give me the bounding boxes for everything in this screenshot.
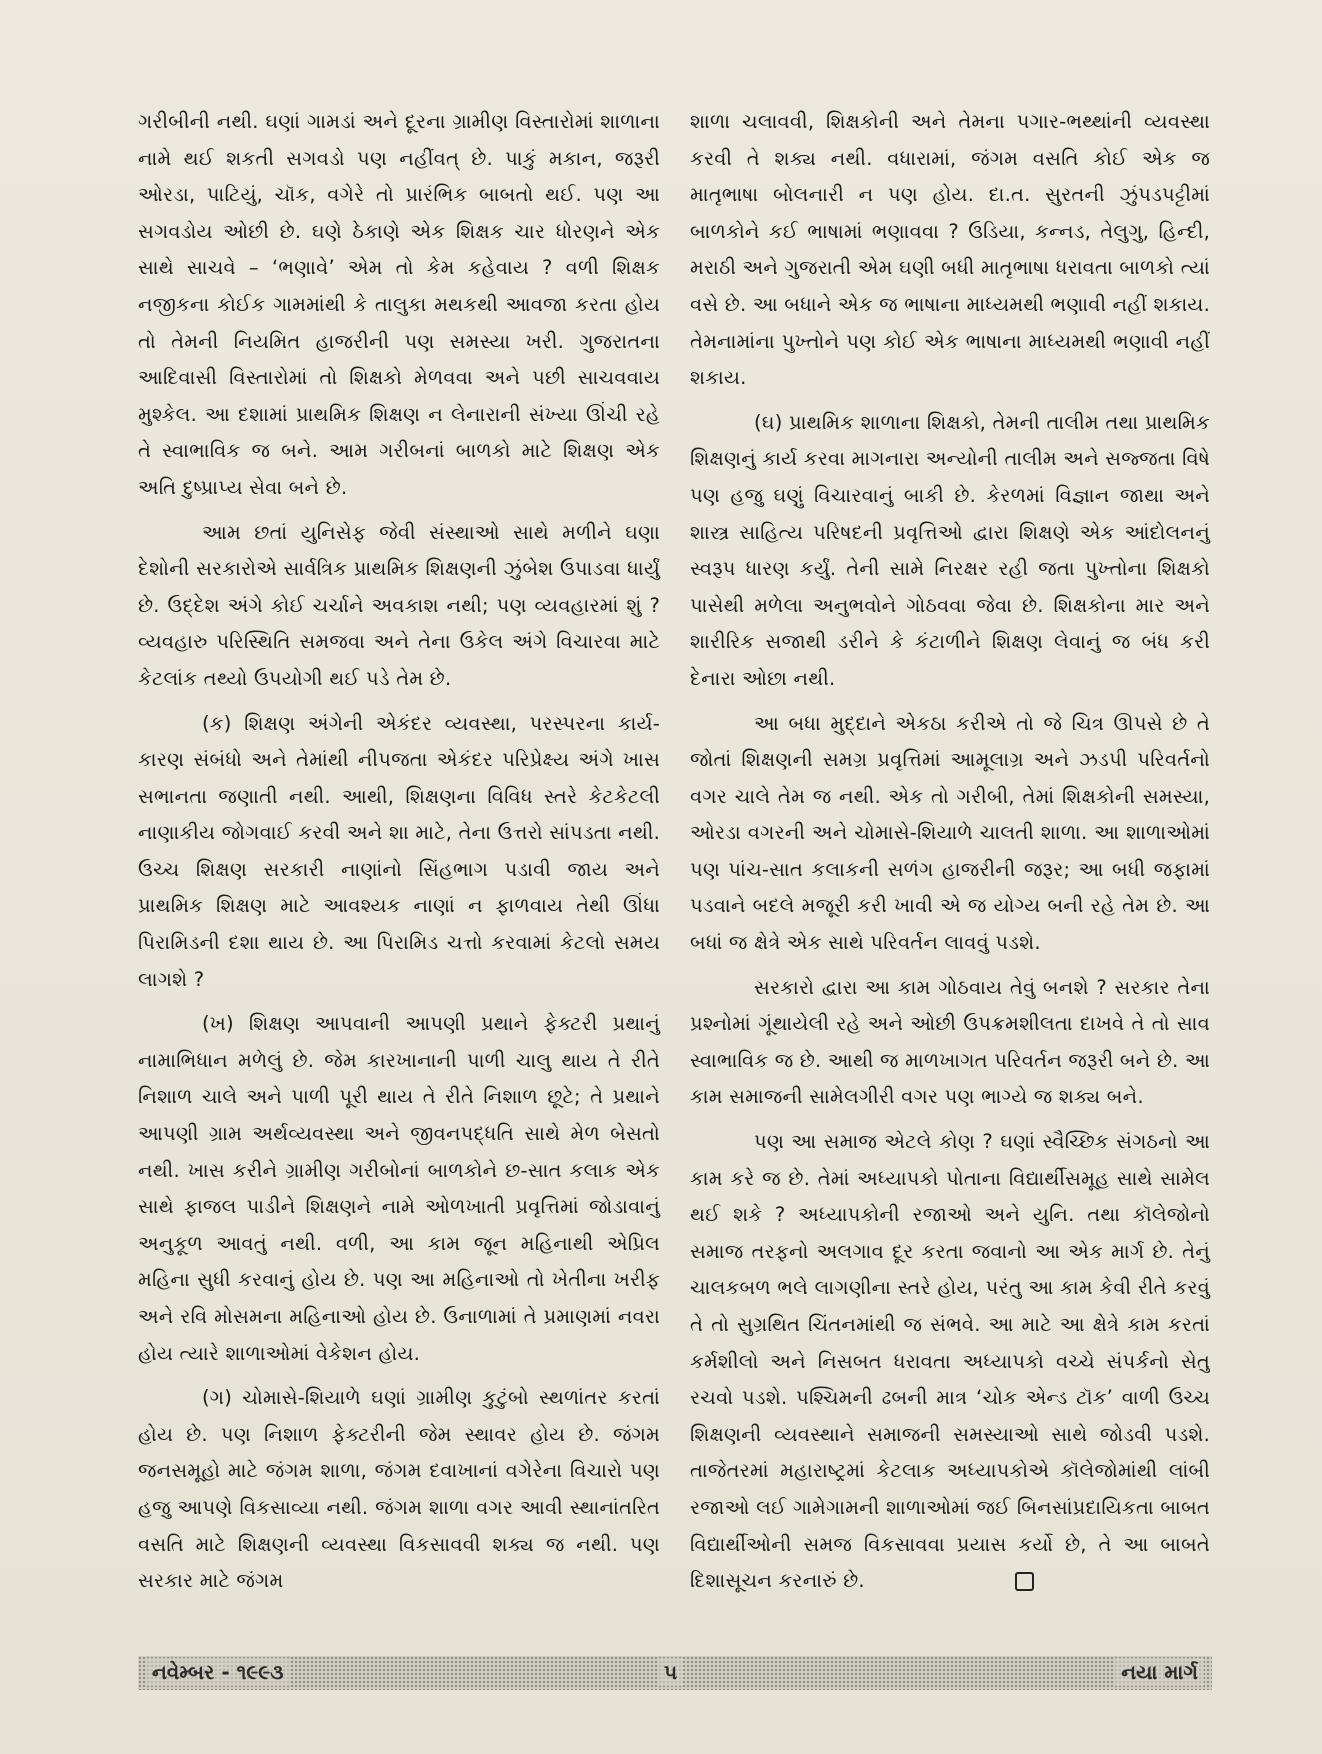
page-number: ૫ bbox=[658, 1658, 683, 1686]
paragraph: (ખ) શિક્ષણ આપવાની આપણી પ્રથાને ફેક્ટરી પ્રથાનું નામાભિધાન મળેલું છે. જેમ કારખાનાની પાળી ચાલુ થાય તે રીતે નિશાળ ચાલે અને પાળી પૂરી થાય તે રીતે નિશાળ છૂટે; તે પ્રથાને આપણી ગ્રામ અર્થવ્યવસ્થા અને જીવનપદ્ધતિ સાથે મેળ બેસતો નથી. ખાસ કરીને ગ્રામીણ ગરીબોનાં બાળકોને છ-સાત કલાક એક સાથે ફાજલ પાડીને શિક્ષણને નામે ઓળખાતી પ્રવૃત્તિમાં જોડાવાનું અનુકૂળ આવતું નથી. વળી, આ કામ જૂન મહિનાથી એપ્રિલ મહિના સુધી કરવાનું હોય છે. પણ આ મહિનાઓ તો ખેતીના ખરીફ અને રવિ મોસમના મહિનાઓ હોય છે. ઉનાળામાં તે પ્રમાણમાં નવરા હોય ત્યારે શાળાઓમાં વેકેશન હોય. bbox=[138, 1012, 660, 1365]
paragraph: આ બધા મુદ્દાને એકઠા કરીએ તો જે ચિત્ર ઊપસે છે તે જોતાં શિક્ષણની સમગ્ર પ્રવૃત્તિમાં આમૂલાગ્ર અને ઝડપી પરિવર્તનો વગર ચાલે તેમ જ નથી. એક તો ગરીબી, તેમાં શિક્ષકોની સમસ્યા, ઓરડા વગરની અને ચોમાસે-શિયાળે ચાલતી શાળા. આ શાળાઓમાં પણ પાંચ-સાત કલાકની સળંગ હાજરીની જરૂર; આ બધી જફામાં પડવાને બદલે મજૂરી કરી ખાવી એ જ યોગ્ય બની રહે તેમ છે. આ બધાં જ ક્ષેત્રે એક સાથે પરિવર્તન લાવવું પડશે. bbox=[690, 711, 1210, 955]
paragraph: (ઘ) પ્રાથમિક શાળાના શિક્ષકો, તેમની તાલીમ તથા પ્રાથમિક શિક્ષણનું કાર્ય કરવા માગનારા અન્યોની તાલીમ અને સજ્જતા વિષે પણ હજુ ઘણું વિચારવાનું બાકી છે. કેરળમાં વિજ્ઞાન જાથા અને શાસ્ત્ર સાહિત્ય પરિષદની પ્રવૃત્તિઓ દ્વારા શિક્ષણે એક આંદોલનનું સ્વરૂપ ધારણ કર્યું. તેની સામે નિરક્ષર રહી જતા પુખ્તોના શિક્ષકો પાસેથી મળેલા અનુભવોને ગોઠવવા જેવા છે. શિક્ષકોના માર અને શારીરિક સજાથી ડરીને કે કંટાળીને શિક્ષણ લેવાનું જ બંધ કરી દેનારા ઓછા નથી. bbox=[690, 410, 1210, 690]
paragraph: ગરીબીની નથી. ઘણાં ગામડાં અને દૂરના ગ્રામીણ વિસ્તારોમાં શાળાના નામે થઈ શકતી સગવડો પણ નહીંવત્ છે. પાકું મકાન, જરૂરી ઓરડા, પાટિયું, ચૉક, વગેરે તો પ્રારંભિક બાબતો થઈ. પણ આ સગવડોય ઓછી છે. ઘણે ઠેકાણે એક શિક્ષક ચાર ધોરણને એક સાથે સાચવે – ‘ભણાવે’ એમ તો કેમ કહેવાય ? વળી શિક્ષક નજીકના કોઈક ગામમાંથી કે તાલુકા મથકથી આવજા કરતા હોય તો તેમની નિયમિત હાજરીની પણ સમસ્યા ખરી. ગુજરાતના આદિવાસી વિસ્તારોમાં તો શિક્ષકો મેળવવા અને પછી સાચવવાય મુશ્કેલ. આ દશામાં પ્રાથમિક શિક્ષણ ન લેનારાની સંખ્યા ઊંચી રહે તે સ્વાભાવિક જ બને. આમ ગરીબનાં બાળકો માટે શિક્ષણ એક અતિ દુષ્પ્રાપ્ય સેવા બને છે. bbox=[138, 110, 660, 499]
paragraph: શાળા ચલાવવી, શિક્ષકોની અને તેમના પગાર-ભથ્થાંની વ્યવસ્થા કરવી તે શક્ય નથી. વધારામાં, જંગમ વસતિ કોઈ એક જ માતૃભાષા બોલનારી ન પણ હોય. દા.ત. સુરતની ઝુંપડપટ્ટીમાં બાળકોને કઈ ભાષામાં ભણાવવા ? ઉડિયા, કન્નડ, તેલુગુ, હિન્દી, મરાઠી અને ગુજરાતી એમ ઘણી બધી માતૃભાષા ધરાવતા બાળકો ત્યાં વસે છે. આ બધાને એક જ ભાષાના માધ્યમથી ભણાવી નહીં શકાય. તેમનામાંના પુખ્તોને પણ કોઈ એક ભાષાના માધ્યમથી ભણાવી નહીં શકાય. bbox=[690, 110, 1210, 390]
paragraph-last bbox=[690, 1124, 1210, 1600]
page-footer bbox=[138, 1656, 1212, 1690]
paragraph: (ક) શિક્ષણ અંગેની એકંદર વ્યવસ્થા, પરસ્પરના કાર્ય-કારણ સંબંધો અને તેમાંથી નીપજતા એકંદર પરિપ્રેક્ષ્ય અંગે ખાસ સભાનતા જણાતી નથી. આથી, શિક્ષણના વિવિધ સ્તરે કેટકેટલી નાણાકીય જોગવાઈ કરવી અને શા માટે, તેના ઉત્તરો સાંપડતા નથી. ઉચ્ચ શિક્ષણ સરકારી નાણાંનો સિંહભાગ પડાવી જાય અને પ્રાથમિક શિક્ષણ માટે આવશ્યક નાણાં ન ફાળવાય તેથી ઊંધા પિરામિડની દશા થાય છે. આ પિરામિડ ચત્તો કરવામાં કેટલો સમય લાગશે ? bbox=[138, 711, 660, 991]
paragraph: આમ છતાં યુનિસેફ જેવી સંસ્થાઓ સાથે મળીને ઘણા દેશોની સરકારોએ સાર્વત્રિક પ્રાથમિક શિક્ષણની ઝુંબેશ ઉપાડવા ધાર્યું છે. ઉદ્દેશ અંગે કોઈ ચર્ચાને અવકાશ નથી; પણ વ્યવહારમાં શું ? વ્યવહારુ પરિસ્થિતિ સમજવા અને તેના ઉકેલ અંગે વિચારવા માટે કેટલાંક તથ્યો ઉપયોગી થઈ પડે તેમ છે. bbox=[138, 520, 660, 690]
paragraph-text: પણ આ સમાજ એટલે કોણ ? ઘણાં સ્વૈચ્છિક સંગઠનો આ કામ કરે જ છે. તેમાં અધ્યાપકો પોતાના વિદ્યાર્થીસમૂહ સાથે સામેલ થઈ શકે ? અધ્યાપકોની રજાઓ અને યુનિ. તથા કૉલેજોનો સમાજ તરફનો અલગાવ દૂર કરતા જવાનો આ એક માર્ગ છે. તેનું ચાલકબળ ભલે લાગણીના સ્તરે હોય, પરંતુ આ કામ કેવી રીતે કરવું તે તો સુગ્રથિત ચિંતનમાંથી જ સંભવે. આ માટે આ ક્ષેત્રે કામ કરતાં કર્મશીલો અને નિસબત ધરાવતા અધ્યાપકો વચ્ચે સંપર્કનો સેતુ રચવો પડશે. પશ્ચિમની ઢબની માત્ર ‘ચોક એન્ડ ટૉક’ વાળી ઉચ્ચ શિક્ષણની વ્યવસ્થાને સમાજની સમસ્યાઓ સાથે જોડવી પડશે. તાજેતરમાં મહારાષ્ટ્રમાં કેટલાક અધ્યાપકોએ કૉલેજોમાંથી લાંબી રજાઓ લઈ ગામેગામની શાળાઓમાં જઈ બિનસાંપ્રદાયિકતા બાબત વિદ્યાર્થીઓની સમજ વિકસાવવા પ્રયાસ કર્યો છે, તે આ બાબતે દિશાસૂચન કરનારું છે. bbox=[690, 1130, 1210, 1593]
magazine-name: નયા માર્ગ bbox=[1115, 1658, 1204, 1686]
paragraph: સરકારો દ્વારા આ કામ ગોઠવાય તેવું બનશે ? સરકાર તેના પ્રશ્નોમાં ગૂંથાયેલી રહે અને ઓછી ઉપક્રમશીલતા દાખવે તે તો સાવ સ્વાભાવિક જ છે. આથી જ માળખાગત પરિવર્તન જરૂરી બને છે. આ કામ સમાજની સામેલગીરી વગર પણ ભાગ્યે જ શક્ય બને. bbox=[690, 975, 1210, 1109]
square-end-mark-icon bbox=[1015, 1572, 1034, 1591]
issue-date: નવેમ્બર - ૧૯૯૩ bbox=[146, 1658, 289, 1686]
paragraph: (ગ) ચોમાસે-શિયાળે ઘણાં ગ્રામીણ કુટુંબો સ્થળાંતર કરતાં હોય છે. પણ નિશાળ ફેક્ટરીની જેમ સ્થાવર હોય છે. જંગમ જનસમૂહો માટે જંગમ શાળા, જંગમ દવાખાનાં વગેરેના વિચારો પણ હજુ આપણે વિકસાવ્યા નથી. જંગમ શાળા વગર આવી સ્થાનાંતરિત વસતિ માટે શિક્ષણની વ્યવસ્થા વિકસાવવી શક્ય જ નથી. પણ સરકાર માટે જંગમ bbox=[138, 1386, 660, 1593]
right-column bbox=[690, 104, 1210, 1608]
left-column bbox=[138, 104, 660, 1608]
